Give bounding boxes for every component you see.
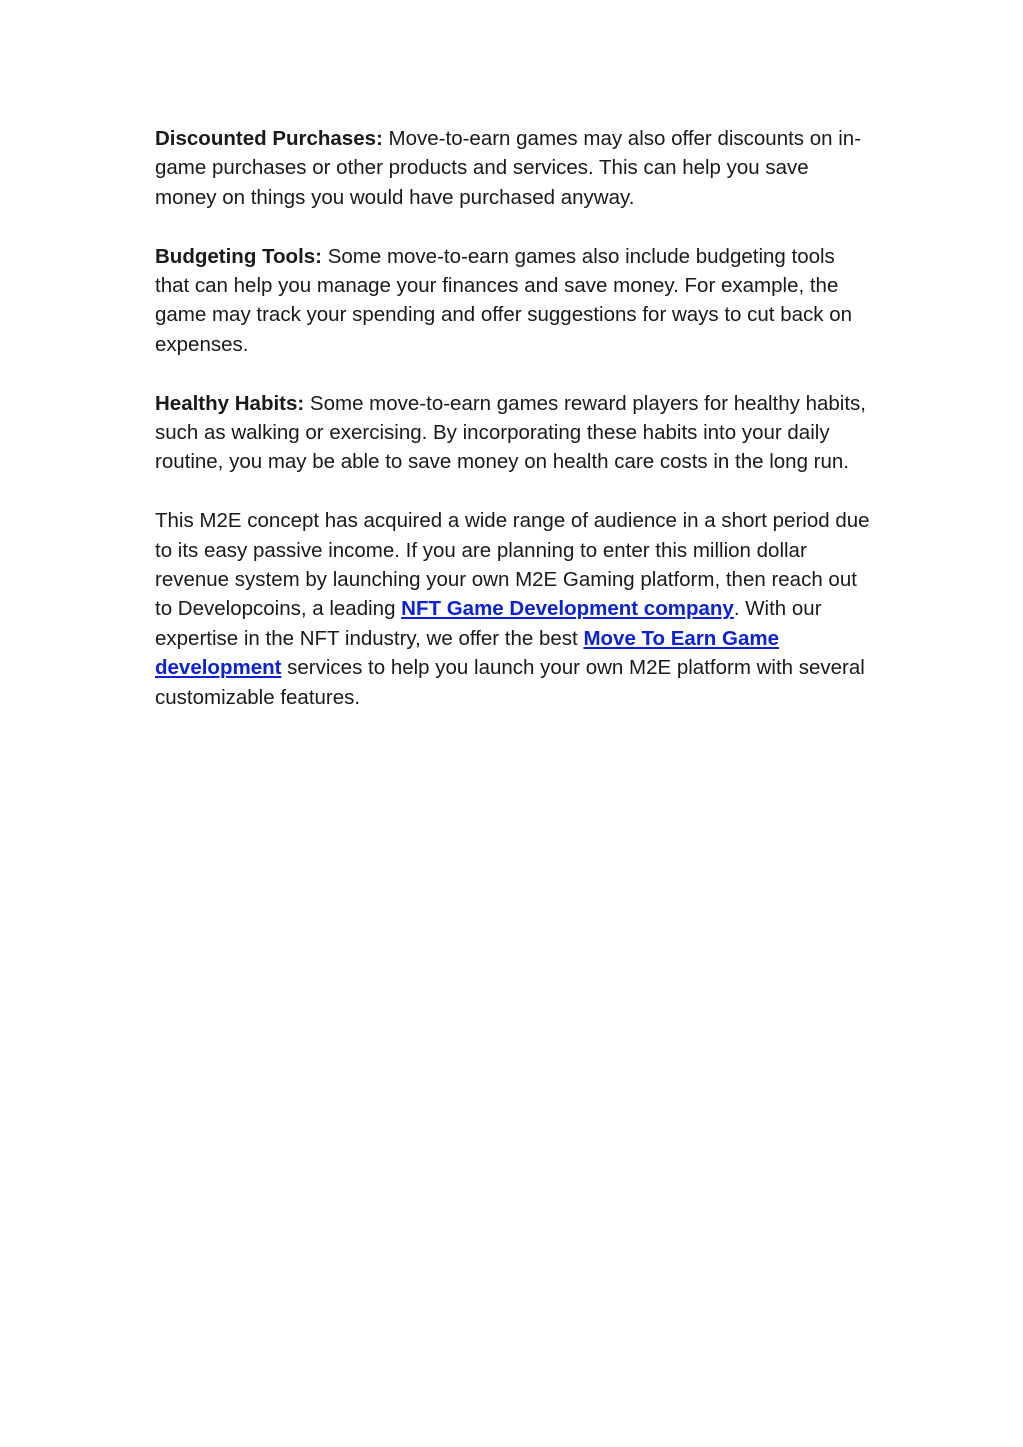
- document-body: [155, 124, 871, 741]
- heading-discounted-purchases: Discounted Purchases:: [155, 127, 383, 150]
- heading-budgeting-tools: Budgeting Tools:: [155, 244, 323, 268]
- move-to-earn-game-development-link[interactable]: Move To Earn Game development: [155, 626, 779, 680]
- closing-text-part1: This M2E concept has acquired a wide range of audience in a short period due to its easy passive income. If you are planning to enter this million dollar revenue system by launching your own M2E Gaming platform, then reach out to Developcoins, a leading: [155, 509, 870, 621]
- paragraph-budgeting-tools: [155, 242, 871, 360]
- paragraph-discounted-purchases: [155, 124, 871, 212]
- paragraph-healthy-habits: [155, 389, 871, 477]
- heading-healthy-habits: Healthy Habits:: [155, 391, 305, 415]
- paragraph-text: Some move-to-earn games reward players for healthy habits, such as walking or exercising. By incorporating these habits into your daily routine, you may be able to save money on health care costs in the long run.: [155, 391, 866, 474]
- paragraph-text: Some move-to-earn games also include budgeting tools that can help you manage your finances and save money. For example, the game may track your spending and offer suggestions for ways to cut back on expenses.: [155, 244, 852, 356]
- closing-text-part3: services to help you launch your own M2E platform with several customizable features.: [155, 656, 865, 709]
- paragraph-text: Move-to-earn games may also offer discounts on in-game purchases or other products and services. This can help you save money on things you would have purchased anyway.: [155, 127, 862, 209]
- closing-text-part2: . With our expertise in the NFT industry, we offer the best: [155, 597, 822, 650]
- nft-game-development-link[interactable]: NFT Game Development company: [401, 597, 734, 621]
- paragraph-closing: [155, 506, 871, 712]
